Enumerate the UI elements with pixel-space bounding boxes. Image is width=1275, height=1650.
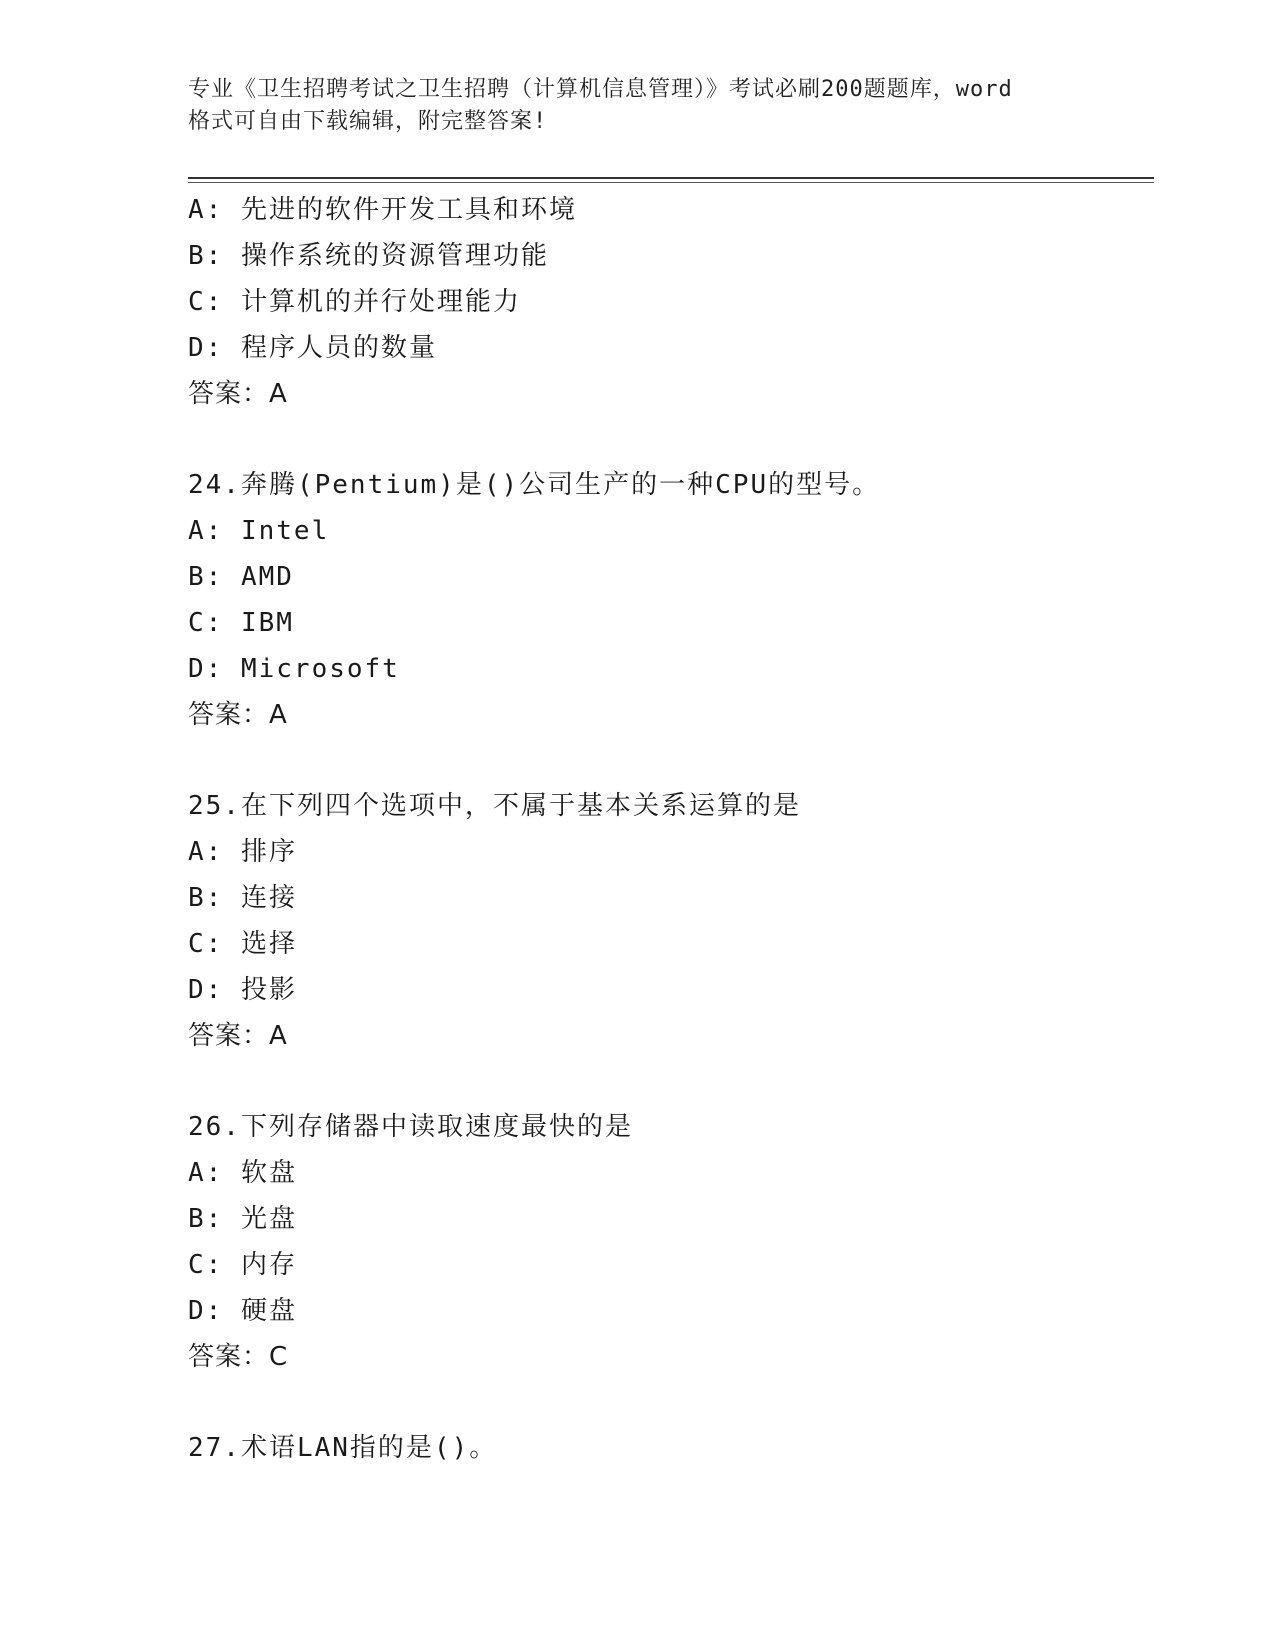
question-block-continued	[188, 187, 1148, 417]
option-d: D: 投影	[188, 975, 297, 1005]
question-block-27	[188, 1425, 1148, 1471]
header-title-line-1: 专业《卫生招聘考试之卫生招聘（计算机信息管理）》考试必刷200题题库，word	[188, 77, 1013, 102]
question-block-26	[188, 1104, 1148, 1380]
option-c: C: 选择	[188, 929, 297, 959]
answer-line: 答案：A	[188, 379, 288, 409]
option-d: D: Microsoft	[188, 654, 400, 684]
option-d: D: 硬盘	[188, 1296, 297, 1326]
question-text: 27.术语LAN指的是()。	[188, 1433, 498, 1463]
answer-line: 答案：C	[188, 1342, 289, 1372]
question-block-24	[188, 462, 1148, 738]
option-b: B: 连接	[188, 883, 297, 913]
option-b: B: AMD	[188, 562, 294, 592]
option-c: C: 计算机的并行处理能力	[188, 287, 521, 317]
question-text: 25.在下列四个选项中，不属于基本关系运算的是	[188, 791, 801, 821]
option-a: A: 排序	[188, 837, 297, 867]
option-d: D: 程序人员的数量	[188, 333, 437, 363]
question-list	[188, 187, 1148, 1471]
spacer	[188, 1380, 1148, 1425]
question-text: 24.奔腾(Pentium)是()公司生产的一种CPU的型号。	[188, 470, 881, 500]
header-divider-thin	[188, 182, 1154, 183]
question-block-25	[188, 783, 1148, 1059]
option-a: A: Intel	[188, 516, 330, 546]
option-a: A: 先进的软件开发工具和环境	[188, 195, 577, 225]
answer-line: 答案：A	[188, 700, 288, 730]
spacer	[188, 417, 1148, 462]
option-b: B: 操作系统的资源管理功能	[188, 241, 549, 271]
header-divider-thick	[188, 177, 1154, 179]
answer-line: 答案：A	[188, 1021, 288, 1051]
option-c: C: IBM	[188, 608, 294, 638]
document-header	[188, 74, 1088, 138]
spacer	[188, 1059, 1148, 1104]
option-b: B: 光盘	[188, 1204, 297, 1234]
question-text: 26.下列存储器中读取速度最快的是	[188, 1112, 633, 1142]
option-c: C: 内存	[188, 1250, 297, 1280]
spacer	[188, 738, 1148, 783]
header-title-line-2: 格式可自由下载编辑，附完整答案!	[188, 109, 548, 134]
option-a: A: 软盘	[188, 1158, 297, 1188]
